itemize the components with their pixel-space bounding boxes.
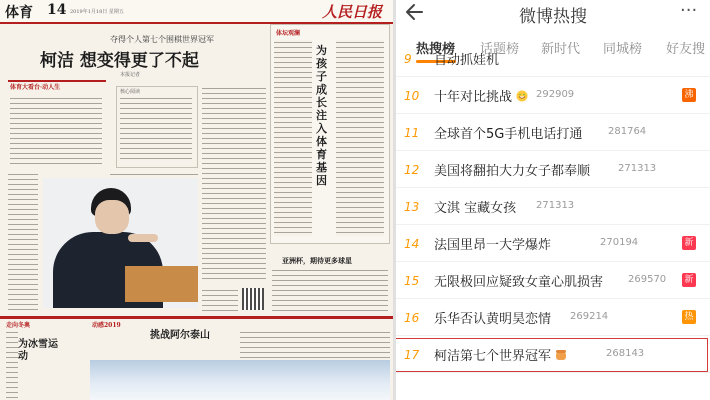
heat-count: 270194 xyxy=(600,237,639,248)
winter-olympics-text xyxy=(6,330,18,400)
heat-count: 281764 xyxy=(608,126,647,137)
status-badge: 新 xyxy=(682,273,696,287)
side-column-head: 体育大看台·动人生 xyxy=(10,84,61,91)
heat-count: 271313 xyxy=(536,200,575,211)
status-badge: 新 xyxy=(682,236,696,250)
commentary-title: 为孩子成长注入体育基因 xyxy=(316,44,327,187)
newspaper-logo: 人民日报 xyxy=(322,3,383,21)
topic-text: 柯洁第七个世界冠军 xyxy=(434,349,552,364)
rank-number: 14 xyxy=(404,237,420,251)
hot-search-row[interactable] xyxy=(396,79,710,114)
topic-text: 美国将翻拍大力女子都奉顺 xyxy=(434,164,591,179)
topic-title[interactable] xyxy=(434,234,551,253)
article-body-col0 xyxy=(8,172,38,312)
heat-count: 269214 xyxy=(570,311,609,322)
app-bar xyxy=(396,0,710,30)
section-title: 体育 xyxy=(5,5,33,21)
qr-code-icon xyxy=(242,288,264,310)
heat-count: 271313 xyxy=(618,163,657,174)
rank-number: 15 xyxy=(404,274,420,288)
rank-number: 16 xyxy=(404,311,420,325)
page-title: 微博热搜 xyxy=(519,7,587,27)
topic-text: 自动抓娃机 xyxy=(434,53,500,68)
winter-olympics-label: 走向冬奥 xyxy=(6,322,31,329)
commentary-text-right xyxy=(336,40,384,236)
tab-friends[interactable]: 好友搜 xyxy=(666,42,706,57)
article-byline: 本报记者 xyxy=(120,72,141,78)
tab-topics[interactable]: 话题榜 xyxy=(480,42,520,57)
tab-local[interactable]: 同城榜 xyxy=(603,42,643,57)
article-body-col1 xyxy=(202,86,266,282)
topic-title[interactable] xyxy=(434,49,499,68)
core-reading-head: 核心阅读 xyxy=(120,89,141,95)
altai-text xyxy=(240,330,390,358)
weibo-hot-search-screen xyxy=(396,0,710,400)
hot-search-row[interactable] xyxy=(396,116,710,151)
hot-search-row[interactable] xyxy=(396,42,710,77)
tab-new-era[interactable]: 新时代 xyxy=(541,42,581,57)
article-kicker: 夺得个人第七个围棋世界冠军 xyxy=(110,35,214,44)
rank-number: 10 xyxy=(404,89,420,103)
hot-search-row[interactable] xyxy=(396,153,710,188)
article-body-tail xyxy=(202,288,238,312)
topic-text: 文淇 宝藏女孩 xyxy=(434,201,517,216)
topic-title[interactable] xyxy=(434,308,551,327)
page-number: 14 xyxy=(47,2,67,18)
commentary-text-left xyxy=(274,40,312,236)
topic-title[interactable] xyxy=(434,86,529,105)
go-player-photo xyxy=(43,178,198,308)
commentary-label: 体坛观澜 xyxy=(276,30,301,37)
hot-search-row[interactable] xyxy=(396,227,710,262)
status-badge: 热 xyxy=(682,310,696,324)
topic-text: 无限极回应疑致女童心肌损害 xyxy=(434,275,604,290)
laugh-emoji-icon xyxy=(515,90,529,102)
topic-text: 法国里昂一大学爆炸 xyxy=(434,238,552,253)
topic-title[interactable] xyxy=(434,197,516,216)
dynamic-2019-label: 动感2019 xyxy=(92,322,121,329)
altai-headline: 挑战阿尔泰山 xyxy=(150,330,210,341)
rank-number: 9 xyxy=(404,52,412,66)
topic-title[interactable] xyxy=(434,123,582,142)
rank-number: 11 xyxy=(404,126,420,140)
winter-olympics-headline: 为冰雪运动 xyxy=(18,339,58,362)
rank-number: 13 xyxy=(404,200,420,214)
core-reading-text xyxy=(120,96,192,162)
side-column-text xyxy=(10,96,102,166)
article-headline: 柯洁 想变得更了不起 xyxy=(40,51,199,71)
tab-hot-search[interactable]: 热搜榜 xyxy=(416,42,456,57)
newspaper-header xyxy=(0,0,393,24)
heat-count: 269570 xyxy=(628,274,667,285)
heat-count: 268143 xyxy=(606,348,645,359)
hot-search-row[interactable] xyxy=(396,301,710,336)
hot-search-row[interactable] xyxy=(396,190,710,225)
topic-title[interactable] xyxy=(434,160,590,179)
asia-cup-text xyxy=(272,268,388,312)
hot-search-row[interactable] xyxy=(396,264,710,299)
topic-text: 十年对比挑战 xyxy=(434,90,513,105)
issue-date: 2019年1月18日 星期五 xyxy=(70,9,124,15)
status-badge: 沸 xyxy=(682,88,696,102)
highlight-box xyxy=(396,338,708,372)
hot-search-row[interactable] xyxy=(396,338,710,373)
rank-number: 17 xyxy=(404,348,420,362)
topic-title[interactable] xyxy=(434,271,603,290)
asia-cup-headline: 亚洲杯，期待更多球星 xyxy=(282,256,352,265)
rank-number: 12 xyxy=(404,163,420,177)
bottom-section-rule xyxy=(0,316,393,319)
heat-count: 292909 xyxy=(536,89,575,100)
topic-text: 全球首个5G手机电话打通 xyxy=(434,127,583,142)
topic-text: 乐华否认黄明昊恋情 xyxy=(434,312,552,327)
more-options-icon[interactable]: ··· xyxy=(680,0,698,21)
mountain-photo xyxy=(90,360,390,400)
